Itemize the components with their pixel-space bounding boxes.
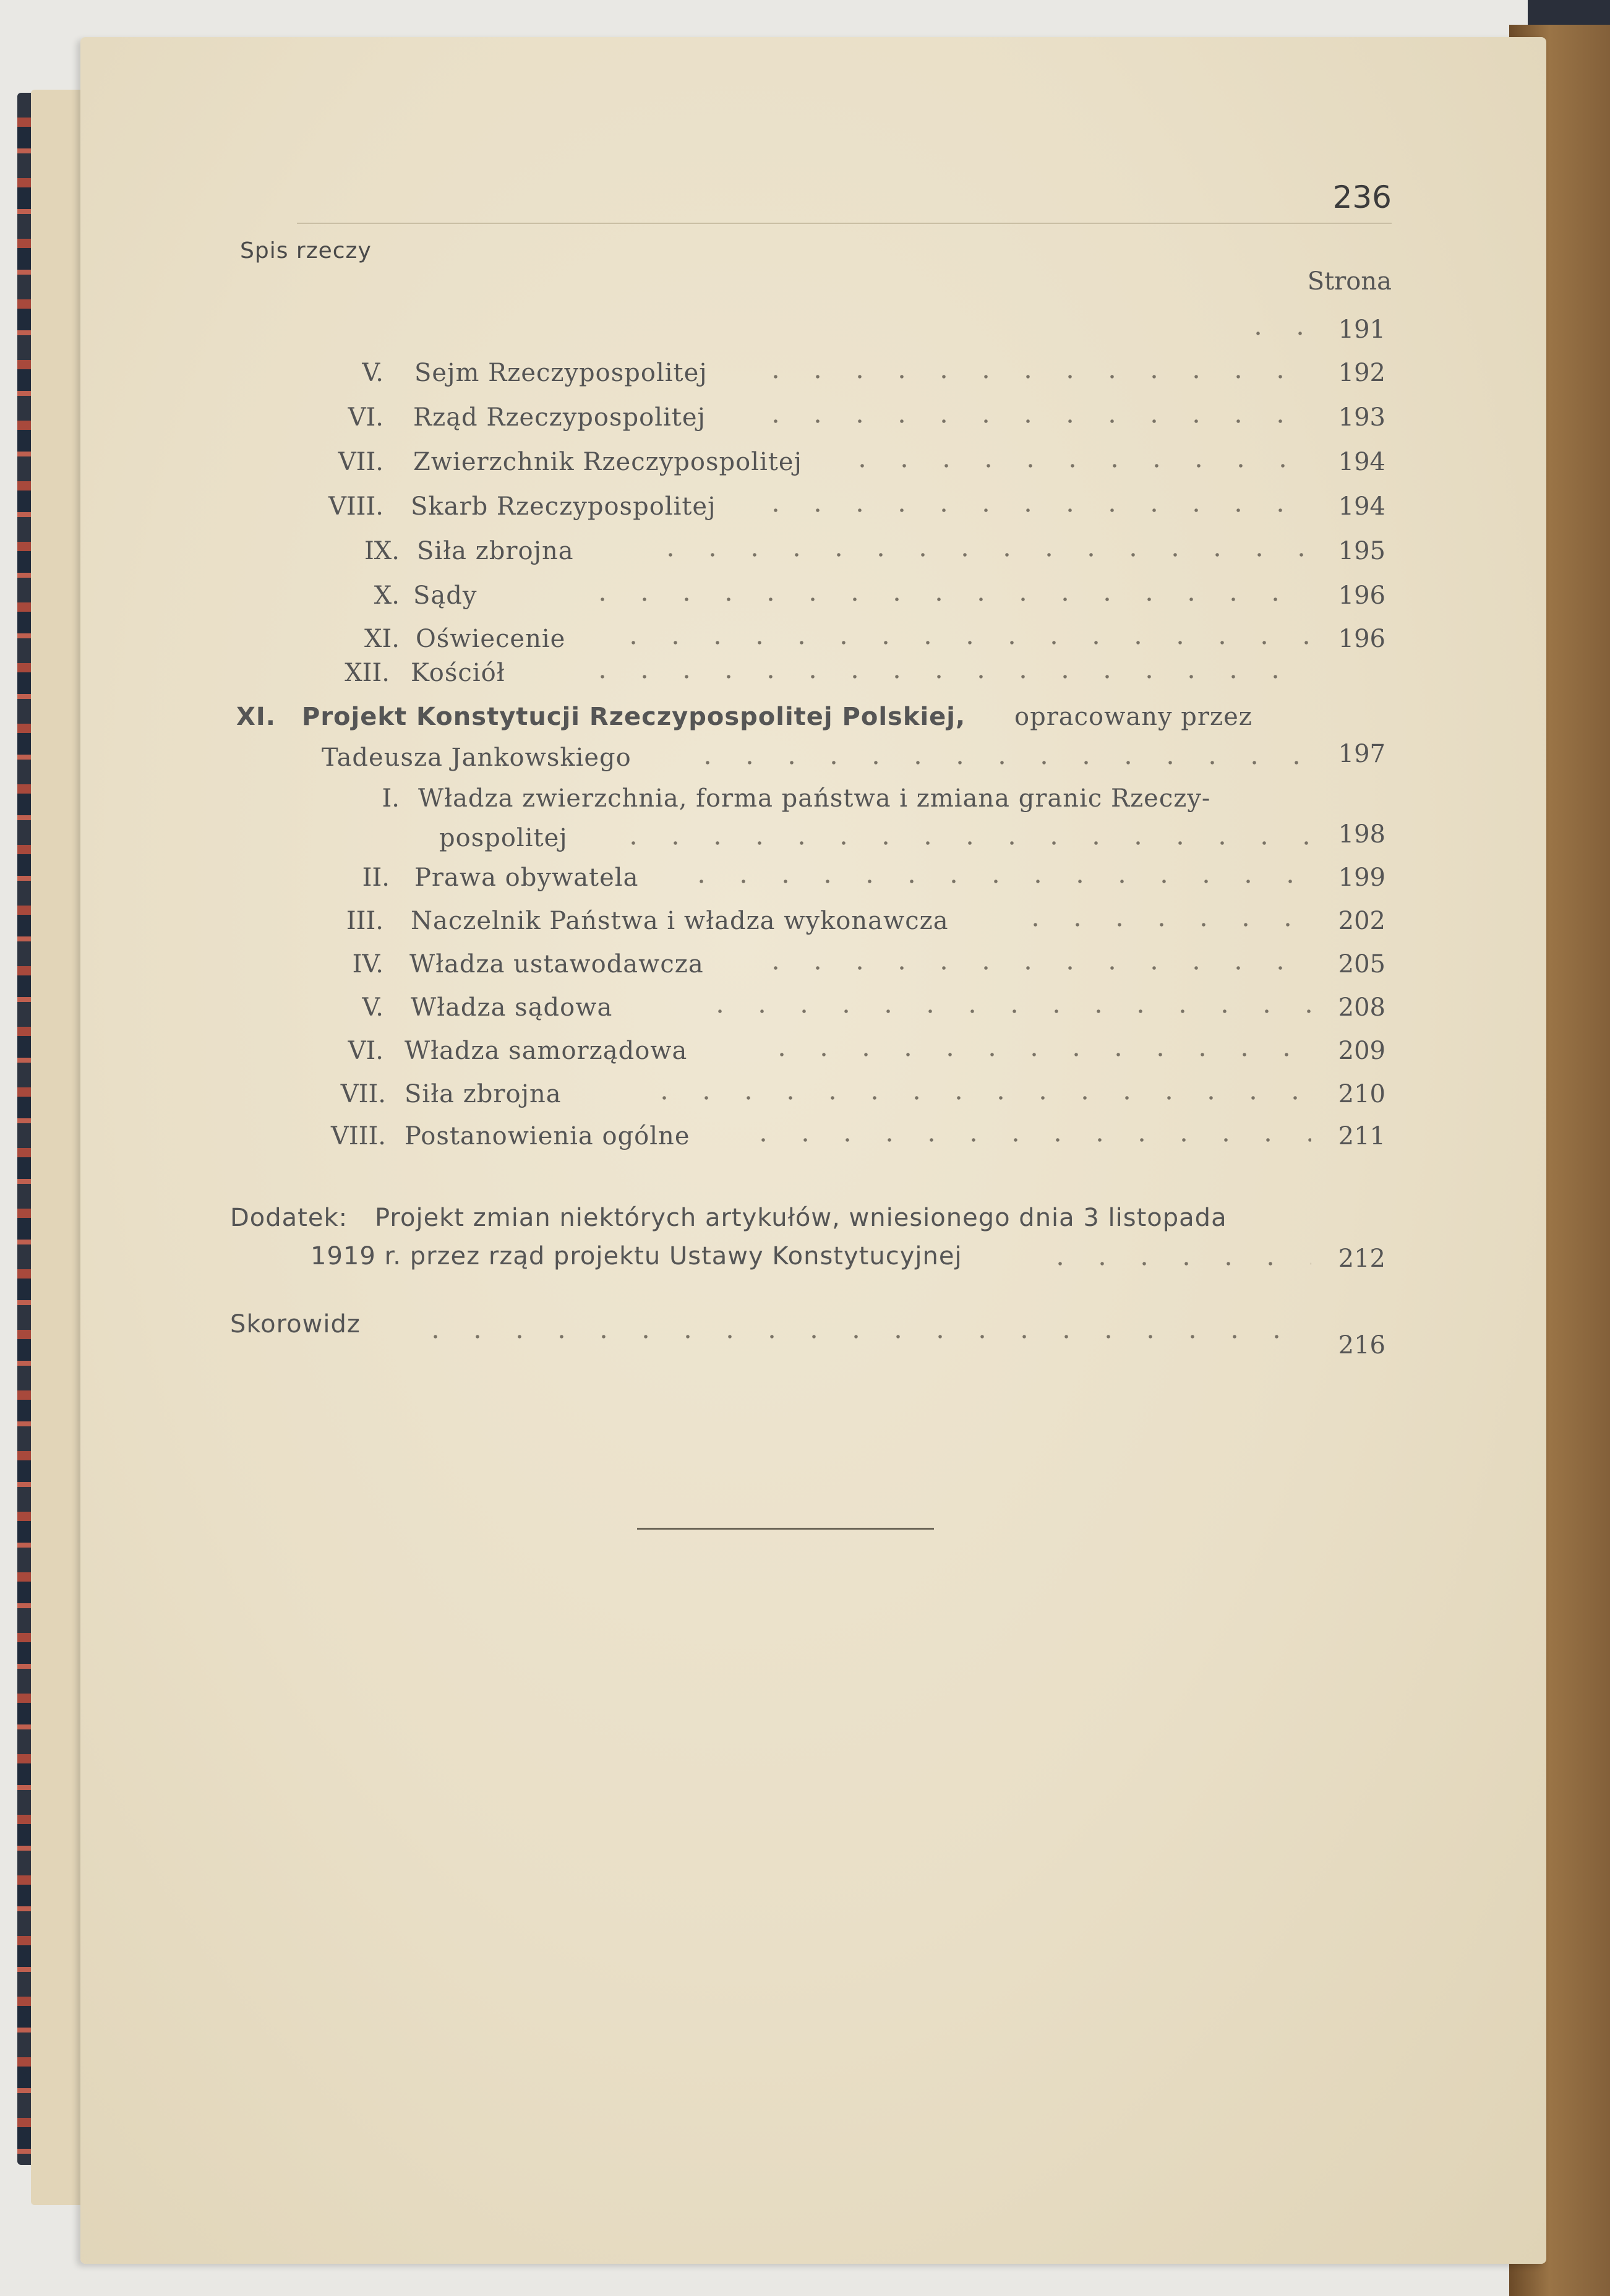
section-title-line2: Tadeusza Jankowskiego [322, 743, 632, 772]
entry-page: 196 [1338, 625, 1385, 653]
entry-title: Siła zbrojna [417, 537, 574, 565]
entry-page: 205 [1338, 950, 1385, 979]
entry-page: 209 [1338, 1037, 1385, 1065]
entry-title: Władza samorządowa [405, 1037, 688, 1065]
entry-page: 208 [1338, 993, 1385, 1022]
entry-number: VII. [338, 448, 383, 476]
entry-page: 198 [1338, 820, 1385, 849]
entry-page: 202 [1338, 907, 1385, 935]
appendix-line2: 1919 r. przez rząd projektu Ustawy Konstytucyjnej [310, 1242, 962, 1270]
dot-leader [612, 841, 1311, 845]
dot-leader [841, 464, 1311, 468]
page-column-label: Strona [1307, 267, 1392, 296]
entry-title: Skarb Rzeczypospolitej [411, 492, 716, 521]
entry-page: 196 [1338, 581, 1385, 610]
toc-entry [0, 448, 1610, 485]
toc-entry [0, 659, 1610, 696]
section-title: Projekt Konstytucji Rzeczypospolitej Polskiej, [302, 703, 966, 731]
toc-entry [0, 1122, 1610, 1159]
toc-entry [0, 537, 1610, 574]
entry-title: Siła zbrojna [405, 1080, 562, 1108]
toc-entry [0, 907, 1610, 944]
entry-title: Postanowienia ogólne [405, 1122, 690, 1150]
entry-title-line2: pospolitej [439, 824, 568, 852]
dot-leader [687, 761, 1311, 765]
entry-number: IX. [364, 537, 400, 565]
index-title: Skorowidz [230, 1310, 361, 1339]
entry-page: 199 [1338, 863, 1385, 892]
toc-entry [0, 950, 1610, 987]
index-page: 216 [1338, 1331, 1385, 1360]
entry-title: Sądy [413, 581, 477, 610]
appendix-page: 212 [1338, 1244, 1385, 1273]
entry-title: Naczelnik Państwa i władza wykonawcza [411, 907, 949, 935]
dot-leader [612, 641, 1311, 645]
entry-number: V. [362, 359, 383, 387]
entry-title: Władza zwierzchnia, forma państwa i zmiana granic Rzeczy- [418, 784, 1211, 813]
entry-title: Oświecenie [416, 625, 566, 653]
toc-heading: Spis rzeczy [240, 238, 372, 263]
entry-title: Prawa obywatela [414, 863, 639, 892]
entry-number: III. [346, 907, 383, 935]
entry-page: 195 [1338, 537, 1385, 565]
dot-leader [699, 1009, 1311, 1013]
dot-leader [755, 508, 1311, 512]
toc-entry [0, 1037, 1610, 1074]
entry-title: Władza ustawodawcza [409, 950, 704, 979]
toc-entry [0, 315, 1610, 353]
toc-entry [0, 359, 1610, 396]
entry-number: VIII. [330, 1122, 386, 1150]
dot-leader [649, 553, 1311, 557]
toc-appendix [0, 1204, 1610, 1284]
dot-leader [581, 675, 1311, 679]
entry-title: Zwierzchnik Rzeczypospolitej [413, 448, 802, 476]
dot-leader [755, 375, 1311, 379]
entry-number: XI. [364, 625, 400, 653]
appendix-line1: Projekt zmian niektórych artykułów, wniesionego dnia 3 listopada [375, 1204, 1227, 1232]
dot-leader [1237, 332, 1311, 335]
entry-title: Kościół [411, 659, 505, 687]
end-rule [637, 1528, 934, 1530]
dot-leader [680, 880, 1311, 883]
entry-page: 193 [1338, 403, 1385, 432]
dot-leader [581, 598, 1311, 601]
toc-section [0, 703, 1610, 777]
entry-title: Sejm Rzeczypospolitej [414, 359, 708, 387]
appendix-label: Dodatek: [230, 1204, 348, 1232]
entry-page: 194 [1338, 492, 1385, 521]
entry-page: 194 [1338, 448, 1385, 476]
entry-title: Władza sądowa [411, 993, 613, 1022]
dot-leader [761, 1053, 1311, 1056]
entry-number: VI. [348, 1037, 383, 1065]
entry-page: 192 [1338, 359, 1385, 387]
dot-leader [742, 1138, 1311, 1142]
entry-title: Rząd Rzeczypospolitej [413, 403, 706, 432]
entry-number: VI. [348, 403, 383, 432]
entry-number: I. [382, 784, 400, 813]
toc-index [0, 1310, 1610, 1372]
entry-number: IV. [352, 950, 383, 979]
toc-entry [0, 625, 1610, 662]
page-number: 236 [1332, 179, 1392, 215]
section-title-rest: opracowany przez [1014, 703, 1252, 731]
toc-entry [0, 784, 1610, 859]
dot-leader [1014, 923, 1311, 927]
dot-leader [755, 419, 1311, 423]
entry-number: II. [362, 863, 390, 892]
section-page: 197 [1338, 740, 1385, 768]
dot-leader [643, 1096, 1311, 1100]
toc-entry [0, 1080, 1610, 1117]
entry-number: VIII. [328, 492, 383, 521]
entry-page: 191 [1338, 315, 1385, 344]
toc-entry [0, 863, 1610, 901]
toc-entry [0, 403, 1610, 440]
entry-page: 211 [1338, 1122, 1385, 1150]
entry-page: 210 [1338, 1080, 1385, 1108]
dot-leader [1039, 1262, 1311, 1266]
entry-number: XII. [345, 659, 390, 687]
dot-leader [755, 966, 1311, 970]
toc-entry [0, 492, 1610, 529]
entry-number: VII. [340, 1080, 386, 1108]
section-number: XI. [236, 703, 276, 731]
toc-entry [0, 993, 1610, 1030]
entry-number: V. [362, 993, 383, 1022]
entry-number: X. [374, 581, 400, 610]
dot-leader [414, 1335, 1311, 1339]
header-rule [297, 223, 1392, 224]
toc-entry [0, 581, 1610, 619]
